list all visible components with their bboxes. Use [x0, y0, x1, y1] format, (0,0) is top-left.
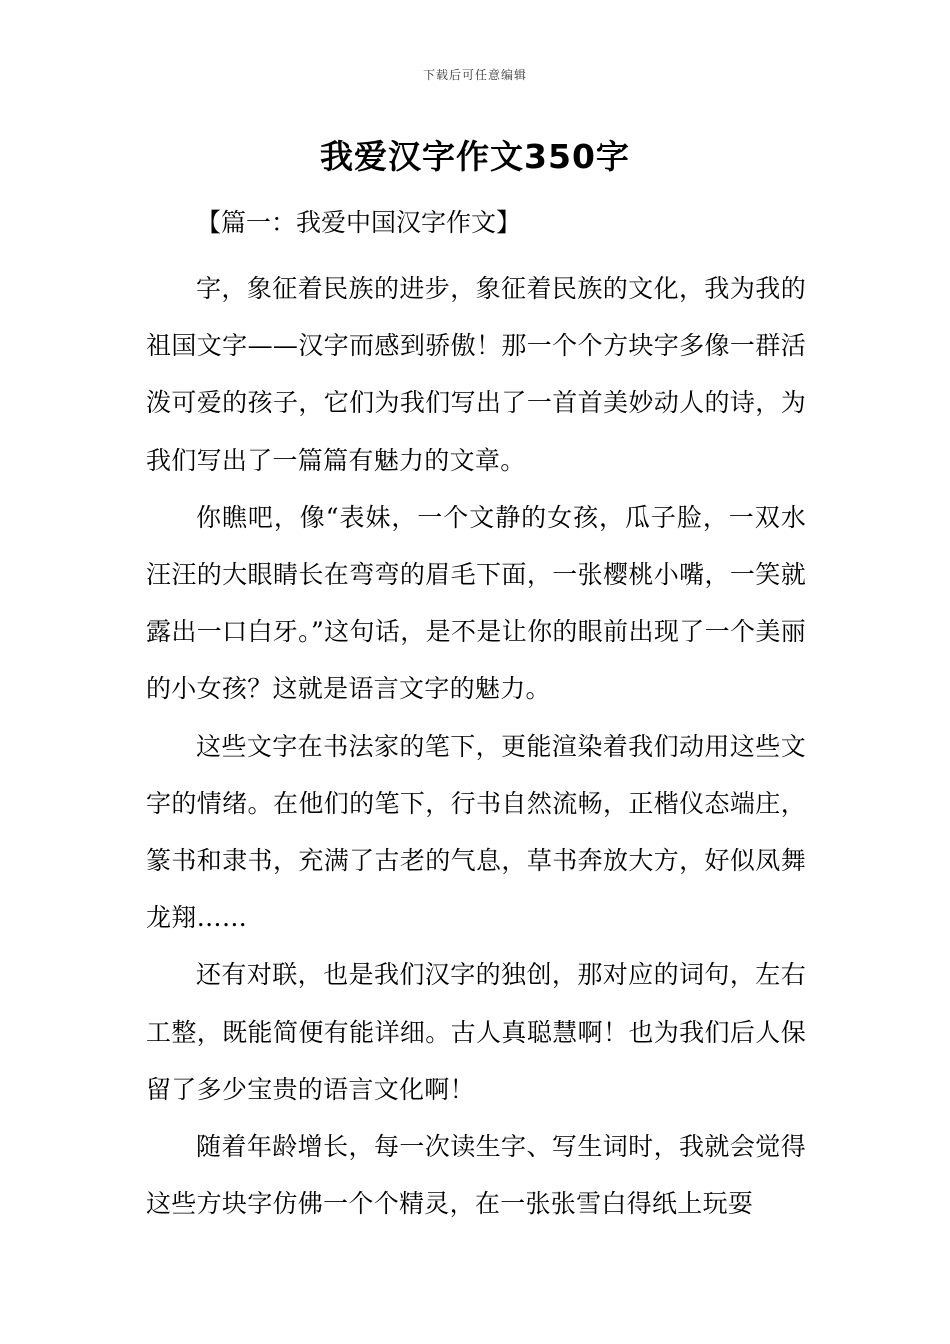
- paragraph-1: 字，象征着民族的进步，象征着民族的文化，我为我的祖国文字——汉字而感到骄傲！那一个个方块字多像一群活泼可爱的孩子，它们为我们写出了一首首美妙动人的诗，为我们写出了一篇篇有魅力的文章。: [146, 274, 806, 475]
- article-body: [146, 203, 806, 1232]
- header-note: 下载后可任意编辑: [422, 68, 527, 82]
- section-heading: 【篇一：我爱中国汉字作文】: [196, 208, 522, 237]
- paragraph-4: 还有对联，也是我们汉字的独创，那对应的词句，左右工整，既能简便有能详细。古人真聪慧啊！也为我们后人保留了多少宝贵的语言文化啊！: [146, 960, 806, 1104]
- paragraph-2: 你瞧吧，像“表妹，一个文静的女孩，瓜子脸，一双水汪汪的大眼睛长在弯弯的眉毛下面，一张樱桃小嘴，一笑就露出一口白牙。”这句话，是不是让你的眼前出现了一个美丽的小女孩？这就是语言文字的魅力。: [146, 502, 806, 704]
- paragraph-5: 随着年龄增长，每一次读生字、写生词时，我就会觉得这些方块字仿佛一个个精灵，在一张张雪白得纸上玩耍: [146, 1132, 806, 1219]
- paragraph-3: 这些文字在书法家的笔下，更能渲染着我们动用这些文字的情绪。在他们的笔下，行书自然流畅，正楷仪态端庄，篆书和隶书，充满了古老的气息，草书奔放大方，好似凤舞龙翔……: [146, 731, 806, 933]
- document-title: 我爱汉字作文350字: [320, 137, 630, 176]
